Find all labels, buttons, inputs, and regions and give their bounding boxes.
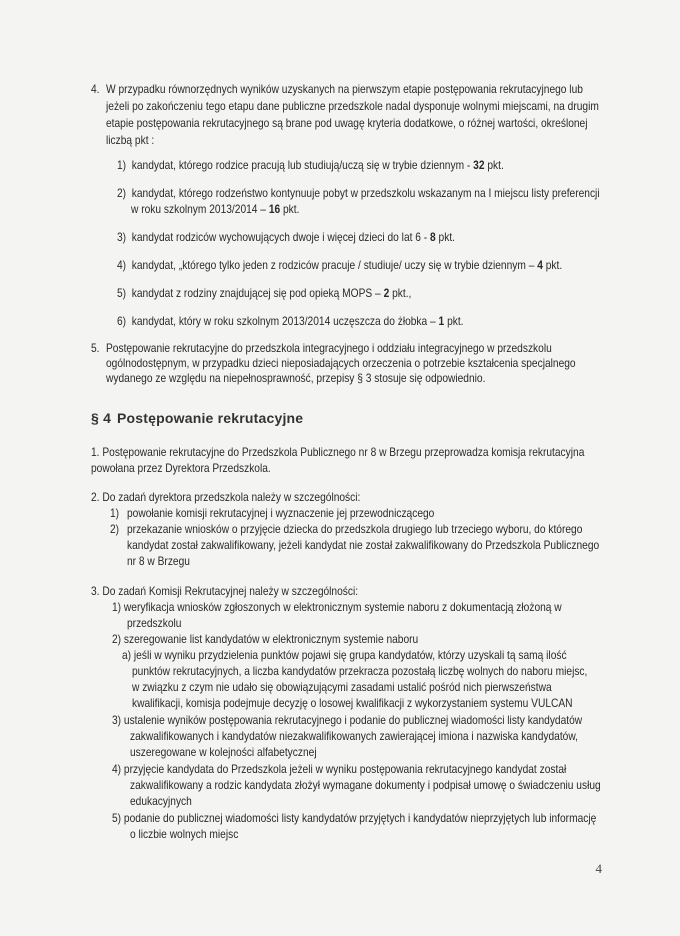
criterion-1-points: 32 bbox=[473, 159, 485, 172]
s4-para-3-item-2a-line-2: punktów rekrutacyjnych, a liczba kandydatów przekracza pozostałą liczbę wolnych do naboru miejsc, bbox=[132, 665, 588, 678]
s4-para-3-item-2a-line-4: kwalifikacji, komisja podejmuje decyzję o losowej kwalifikacji z wykorzystaniem systemu VULCAN bbox=[132, 697, 573, 710]
item-4-number: 4. bbox=[91, 83, 100, 96]
s4-para-3-item-4-line-3: edukacyjnych bbox=[130, 795, 192, 808]
s4-para-3-item-3-line-2: zakwalifikowanych i kandydatów niezakwalifikowanych zawierającej imiona i nazwiska kandydatów, bbox=[130, 730, 579, 743]
s4-para-1-line-1: 1. Postępowanie rekrutacyjne do Przedszkola Publicznego nr 8 w Brzegu przeprowadza komisja rekrutacyjna bbox=[91, 446, 585, 459]
item-4-line-2: jeżeli po zakończeniu tego etapu dane publiczne przedszkole nadal dysponuje wolnymi miejscami, na drugim bbox=[106, 100, 599, 113]
s4-para-2-intro: 2. Do zadań dyrektora przedszkola należy w szczególności: bbox=[91, 491, 361, 504]
s4-para-2-item-1-number: 1) bbox=[110, 507, 120, 520]
criterion-2: 2) kandydat, którego rodzeństwo kontynuuje pobyt w przedszkolu wskazanym na I miejscu listy preferencji bbox=[117, 187, 600, 200]
item-5-number: 5. bbox=[91, 342, 100, 355]
item-4-line-1: W przypadku równorzędnych wyników uzyskanych na pierwszym etapie postępowania rekrutacyjnego lub bbox=[106, 83, 583, 96]
s4-para-2-item-2-line-3: nr 8 w Brzegu bbox=[127, 555, 190, 568]
criterion-4: 4) kandydat, „którego tylko jeden z rodziców pracuje / studiuje/ uczy się w trybie dziennym – 4 pkt. bbox=[117, 259, 563, 272]
criterion-3: 3) kandydat rodziców wychowujących dwoje i więcej dzieci do lat 6 - 8 pkt. bbox=[117, 231, 456, 244]
s4-para-3-item-4-line-2: zakwalifikowany a rodzic kandydata złożył wymagane dokumenty i podpisał umowę o świadczeniu usług bbox=[130, 779, 601, 792]
s4-para-3-item-2: 2) szeregowanie list kandydatów w elektronicznym systemie naboru bbox=[112, 633, 419, 646]
s4-para-3-item-5-line-1: 5) podanie do publicznej wiadomości listy kandydatów przyjętych i kandydatów nieprzyjętych lub informację bbox=[112, 812, 597, 825]
section-heading bbox=[91, 410, 303, 426]
s4-para-3-item-2a-line-3: w związku z czym nie udało się obowiązującymi zasadami ustalić pośród nich pierwszeństwa bbox=[132, 681, 552, 694]
criterion-2-line-2: w roku szkolnym 2013/2014 – 16 pkt. bbox=[131, 203, 300, 216]
s4-para-3-item-2a-line-1: a) jeśli w wyniku przydzielenia punktów pojawi się grupa kandydatów, którzy uzyskali tą samą ilość bbox=[122, 649, 567, 662]
criterion-2-points: 16 bbox=[268, 203, 281, 216]
item-5-line-3: wydanego ze względu na niepełnosprawność, przepisy § 3 stosuje się odpowiednio. bbox=[106, 372, 486, 385]
s4-para-3-item-3-line-1: 3) ustalenie wyników postępowania rekrutacyjnego i podanie do publicznej wiadomości listy kandydatów bbox=[112, 714, 583, 727]
criterion-6: 6) kandydat, który w roku szkolnym 2013/2014 uczęszcza do żłobka – 1 pkt. bbox=[117, 315, 464, 328]
criterion-3-points: 8 bbox=[430, 231, 436, 244]
criterion-5-points: 2 bbox=[383, 287, 390, 300]
criterion-6-points: 1 bbox=[438, 315, 445, 328]
s4-para-2-item-2-line-1: przekazanie wniosków o przyjęcie dziecka do przedszkola drugiego lub trzeciego wyboru, do którego bbox=[127, 523, 583, 536]
item-4-line-3: etapie postępowania rekrutacyjnego są brane pod uwagę kryteria dodatkowe, o różnej wartości, określonej bbox=[106, 117, 588, 130]
s4-para-1-line-2: powołana przez Dyrektora Przedszkola. bbox=[91, 462, 271, 475]
s4-para-3-item-4-line-1: 4) przyjęcie kandydata do Przedszkola jeżeli w wyniku postępowania rekrutacyjnego kandydat został bbox=[112, 763, 567, 776]
criterion-1: 1) kandydat, którego rodzice pracują lub studiują/uczą się w trybie dziennym - 32 pkt. bbox=[117, 159, 504, 172]
item-5-line-2: ogólnodostępnym, w przypadku dzieci nieposiadających orzeczenia o potrzebie kształcenia specjalnego bbox=[106, 357, 576, 370]
s4-para-3-item-3-line-3: uszeregowane w kolejności alfabetycznej bbox=[130, 746, 317, 759]
s4-para-3-intro: 3. Do zadań Komisji Rekrutacyjnej należy w szczególności: bbox=[91, 585, 359, 598]
section-symbol: § 4 bbox=[91, 410, 112, 426]
s4-para-2-item-2-number: 2) bbox=[110, 523, 120, 536]
criterion-4-points: 4 bbox=[537, 259, 543, 272]
criterion-5: 5) kandydat z rodziny znajdującej się pod opieką MOPS – 2 pkt., bbox=[117, 287, 412, 300]
s4-para-2-item-1: powołanie komisji rekrutacyjnej i wyznaczenie jej przewodniczącego bbox=[127, 507, 435, 520]
s4-para-2-item-2-line-2: kandydat został zakwalifikowany, jeżeli kandydat nie został zakwalifikowany do Przedszkola Publicznego bbox=[127, 539, 600, 552]
item-5-line-1: Postępowanie rekrutacyjne do przedszkola integracyjnego i oddziału integracyjnego w przedszkolu bbox=[106, 342, 552, 355]
s4-para-3-item-1-line-1: 1) weryfikacja wniosków zgłoszonych w elektronicznym systemie naboru z dokumentacją złożoną w bbox=[112, 601, 562, 614]
s4-para-3-item-5-line-2: o liczbie wolnych miejsc bbox=[130, 828, 239, 841]
page-number: 4 bbox=[595, 861, 602, 876]
item-4-line-4: liczbą pkt : bbox=[106, 134, 155, 147]
s4-para-3-item-1-line-2: przedszkolu bbox=[127, 617, 182, 630]
section-title: Postępowanie rekrutacyjne bbox=[117, 410, 304, 426]
